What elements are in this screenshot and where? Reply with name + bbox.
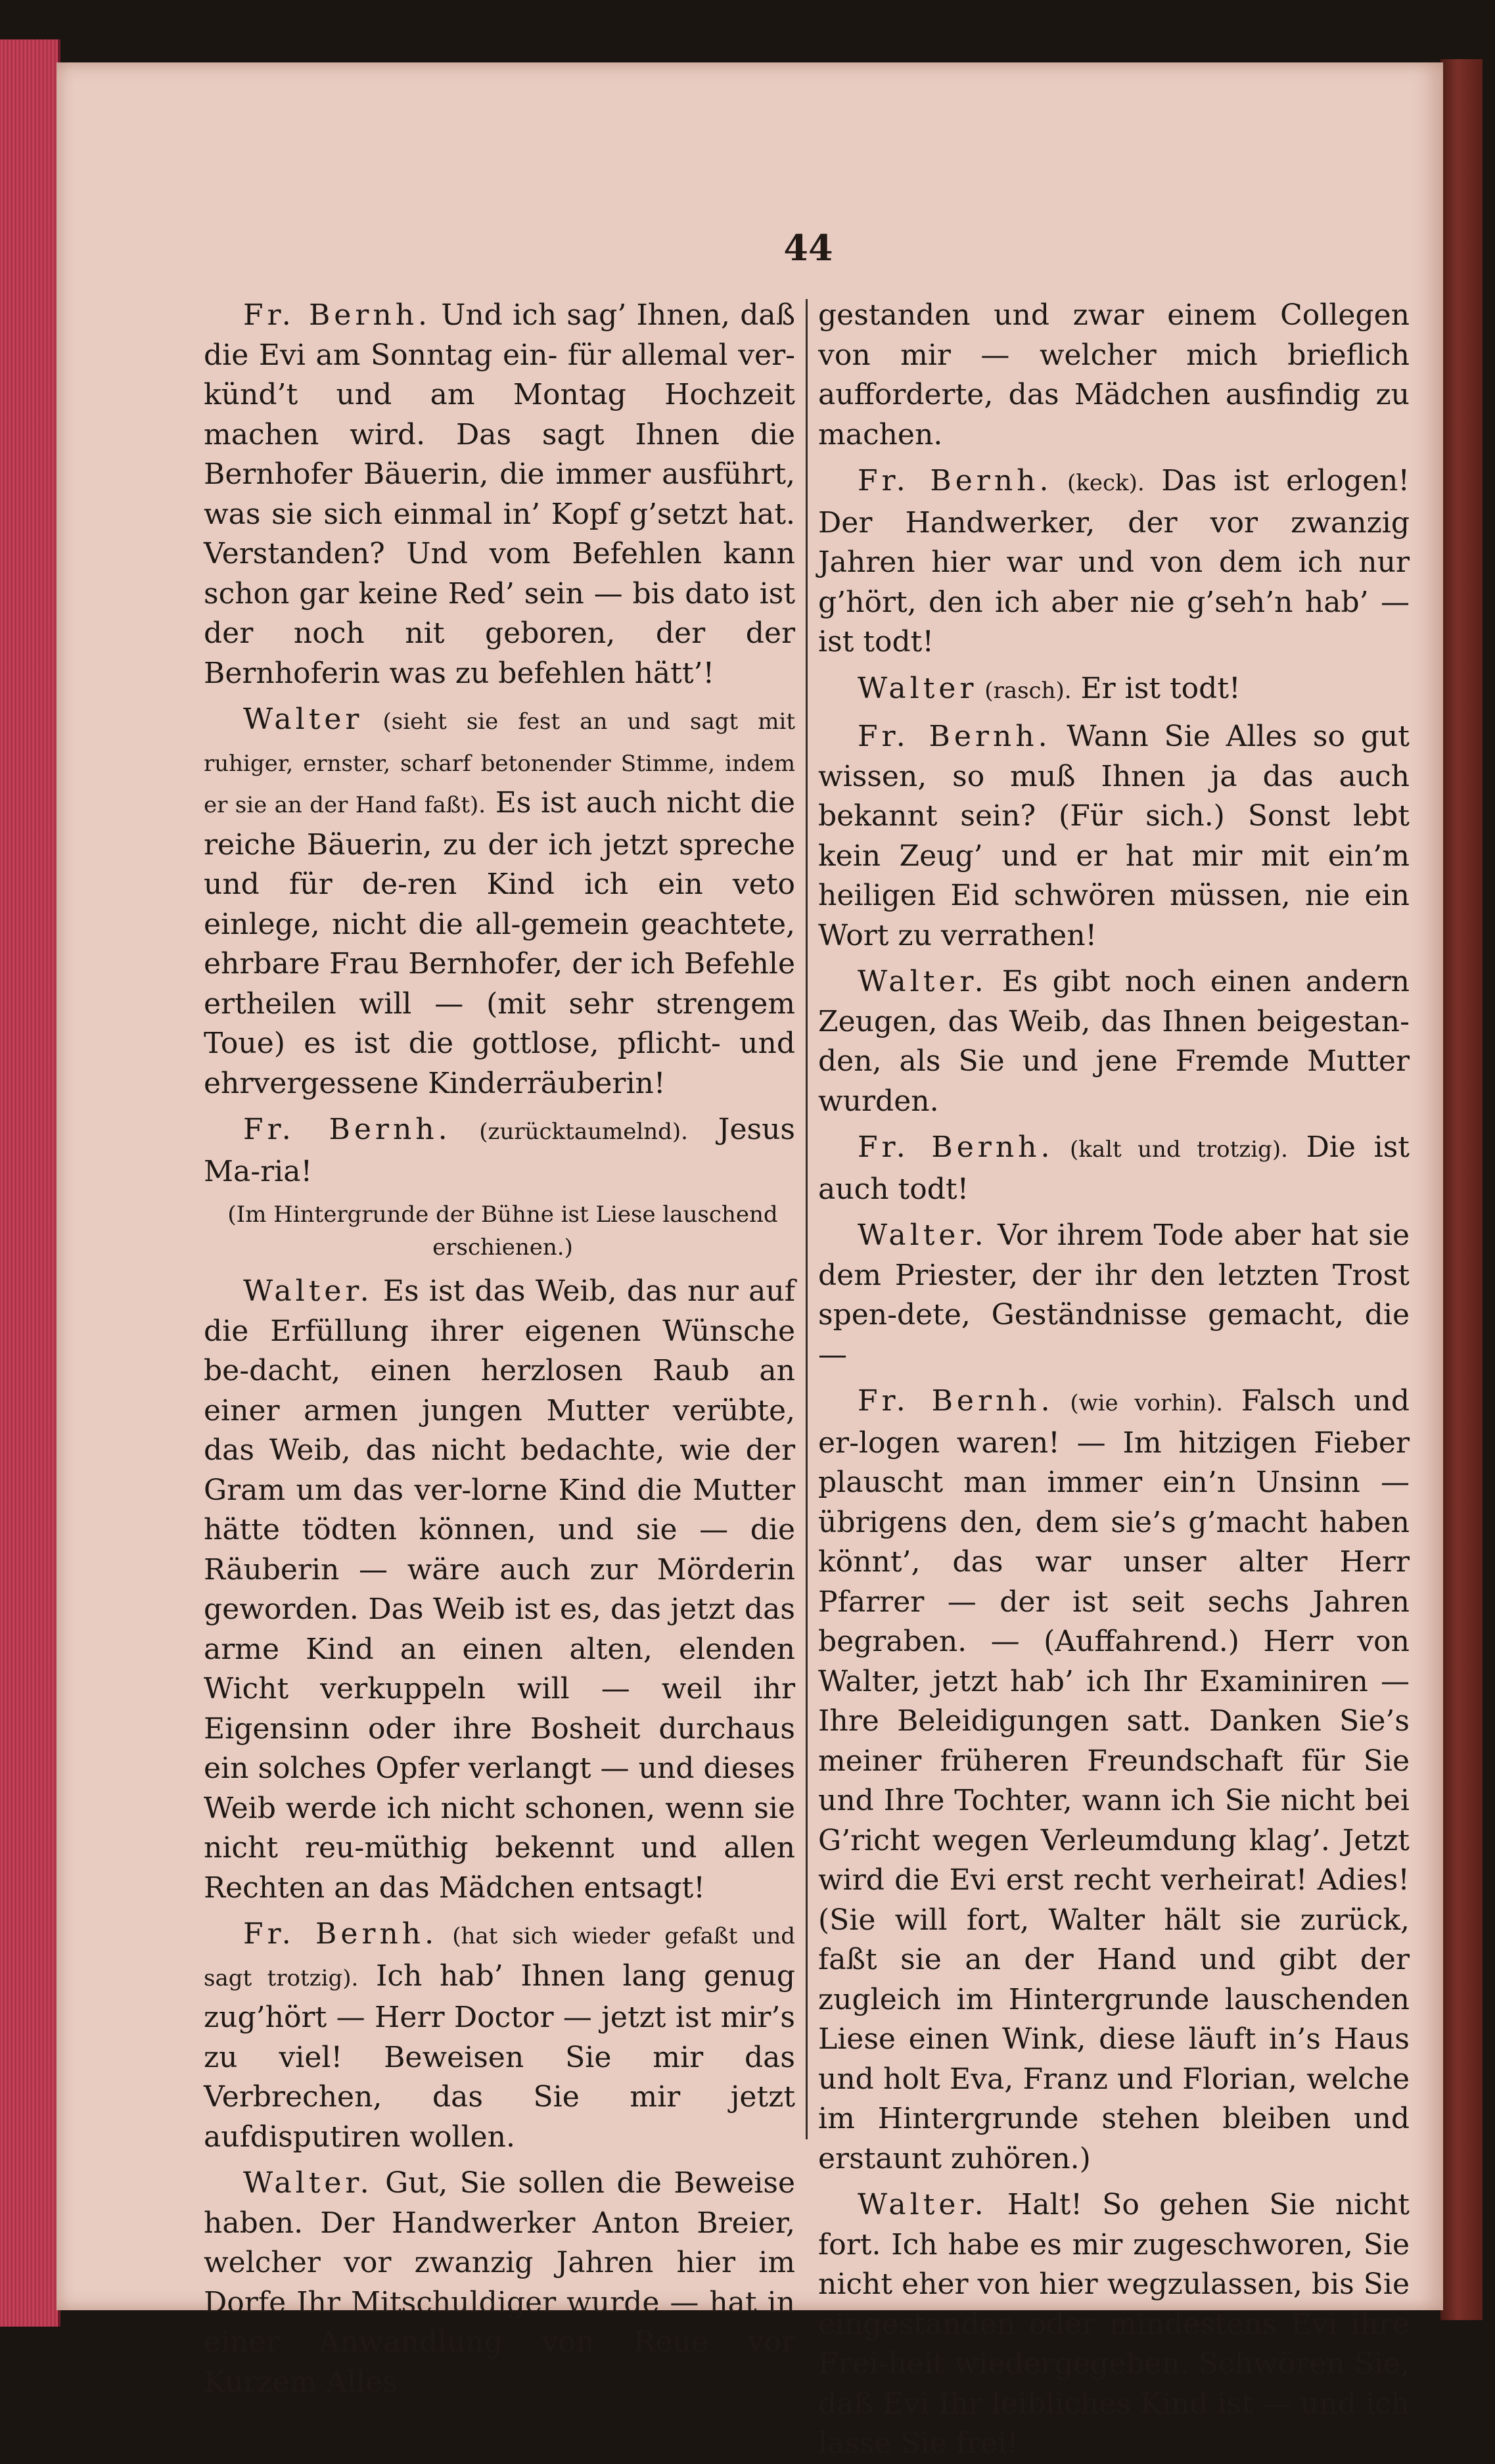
paragraph-text: Gut, Sie sollen die Beweise haben. Der Handwerker Anton Breier, welcher vor zwanzig Jahren hier im Dorfe Ihr Mitschuldiger wurde — hat in einer Anwandlung von Reue vor Kurzem Alles xyxy=(204,2166,795,2399)
paragraph-text: Ich hab’ Ihnen lang genug zug’hört — Herr Doctor — jetzt ist mir’s zu viel! Beweisen Sie mir das Verbrechen, das Sie mir jetzt aufdisputiren wollen. xyxy=(204,1959,795,2154)
speaker-name: Walter. xyxy=(858,1219,988,1252)
speaker-name: Fr. Bernh. xyxy=(858,1130,1054,1164)
paragraph-text: Wann Sie Alles so gut wissen, so muß Ihnen ja das auch bekannt sein? (Für sich.) Sonst lebt kein Zeug’ und er hat mir mit ein’m heiligen Eid schwören müssen, nie ein Wort zu verrathen! xyxy=(818,720,1410,952)
book-edge-left xyxy=(0,39,60,2327)
speaker-name: Fr. Bernh. xyxy=(858,464,1053,498)
speaker-name: Fr. Bernh. xyxy=(243,298,432,332)
speaker-name: Walter. xyxy=(858,965,988,998)
paragraph-text: Das ist erlogen! Der Handwerker, der vor zwanzig Jahren hier war und von dem ich nur g’hört, den ich aber nie g’seh’n hab’ — ist todt! xyxy=(818,464,1410,659)
speaker-name: Fr. Bernh. xyxy=(858,1384,1054,1418)
speaker-name: Fr. Bernh. xyxy=(243,1113,451,1146)
speaker-name: Walter. xyxy=(243,1274,373,1308)
speaker-name: Fr. Bernh. xyxy=(858,720,1051,753)
stage-direction: (keck). xyxy=(1052,470,1145,496)
page-number: 44 xyxy=(783,227,833,269)
stage-direction: (hat sich wieder gefaßt und sagt trotzig). xyxy=(204,1923,795,1991)
speaker-name: Fr. Bernh. xyxy=(243,1917,438,1951)
dialogue-paragraph xyxy=(818,2185,1410,2464)
paragraph-text: Halt! So gehen Sie nicht fort. Ich habe es mir zugeschworen, Sie nicht eher von hier wegzulassen, bis Sie eingestanden oder mindestens Evi ihre Frei-heit wiedergegeben. Schwören Sie, daß Evi Ihr leibliches Kind ist — und ich lasse Sie frei! xyxy=(818,2188,1410,2460)
dialogue-paragraph xyxy=(204,2164,795,2402)
speaker-name: Walter xyxy=(858,671,978,705)
dialogue-paragraph xyxy=(818,1216,1410,1375)
stage-direction: (sieht sie fest an und sagt mit ruhiger, ernster, scharf betonender Stimme, indem er sie an der Hand faßt). xyxy=(204,709,795,818)
speaker-name: Walter. xyxy=(858,2188,988,2221)
speaker-name: Walter. xyxy=(243,2166,373,2200)
right-column xyxy=(818,296,1410,2460)
dialogue-paragraph xyxy=(204,1915,795,2157)
dialogue-paragraph xyxy=(818,717,1410,956)
book-edge-right xyxy=(1440,59,1483,2320)
paragraph-text: Vor ihrem Tode aber hat sie dem Priester, der ihr den letzten Trost spen-dete, Geständnisse gemacht, die — xyxy=(818,1219,1410,1372)
left-column xyxy=(204,296,795,2399)
dialogue-paragraph xyxy=(204,700,795,1104)
paragraph-text: Es gibt noch einen andern Zeugen, das Weib, das Ihnen beigestan-den, als Sie und jene Fremde Mutter wurden. xyxy=(818,965,1410,1118)
dialogue-paragraph xyxy=(818,962,1410,1121)
dialogue-paragraph xyxy=(818,669,1410,711)
stage-direction: (rasch). xyxy=(977,677,1072,704)
dialogue-paragraph xyxy=(818,461,1410,662)
dialogue-paragraph xyxy=(204,1272,795,1908)
paragraph-text: gestanden und zwar einem Collegen von mir — welcher mich brieflich aufforderte, das Mädchen ausfindig zu machen. xyxy=(818,298,1410,452)
paragraph-text: Die ist auch todt! xyxy=(818,1130,1410,1206)
paragraph-text: Jesus Ma-ria! xyxy=(204,1113,795,1188)
speaker-name: Walter xyxy=(243,703,363,736)
stage-direction: (wie vorhin). xyxy=(1053,1390,1224,1416)
paragraph-text: Und ich sag’ Ihnen, daß die Evi am Sonntag ein- für allemal ver-künd’t und am Montag Hochzeit machen wird. Das sagt Ihnen die Bernhofer Bäuerin, die immer ausführt, was sie sich einmal in’ Kopf g’setzt hat. Verstanden? Und vom Befehlen kann schon gar keine Red’ sein — bis dato ist der noch nit geboren, der der Bernhoferin was zu befehlen hätt’! xyxy=(204,298,795,690)
dialogue-paragraph xyxy=(204,296,795,693)
column-divider xyxy=(806,299,808,2139)
dialogue-paragraph xyxy=(818,1128,1410,1209)
stage-direction: (Im Hintergrunde der Bühne ist Liese lauschend erschienen.) xyxy=(227,1201,778,1261)
dialogue-paragraph xyxy=(818,296,1410,455)
paragraph-text: Falsch und er-logen waren! — Im hitzigen Fieber plauscht man immer ein’n Unsinn — übrigens den, dem sie’s g’macht haben könnt’, das war unser alter Herr Pfarrer — der ist seit sechs Jahren begraben. — (Auffahrend.) Herr von Walter, jetzt hab’ ich Ihr Examiniren — Ihre Beleidigungen satt. Danken Sie’s meiner früheren Freundschaft für Sie und Ihre Tochter, wann ich Sie nicht bei G’richt wegen Verleumdung klag’. Jetzt wird die Evi erst recht verheirat! Adies! (Sie will fort, Walter hält sie zurück, faßt sie an der Hand und gibt der zugleich im Hintergrunde lauschenden Liese einen Wink, diese läuft in’s Haus und holt Eva, Franz und Florian, welche im Hintergrunde stehen bleiben und erstaunt zuhören.) xyxy=(818,1384,1410,2175)
stage-direction: (zurücktaumelnd). xyxy=(451,1119,688,1145)
dialogue-paragraph xyxy=(204,1110,795,1192)
paragraph-text: Er ist todt! xyxy=(1071,671,1241,705)
paragraph-text: Es ist das Weib, das nur auf die Erfüllung ihrer eigenen Wünsche be-dacht, einen herzlosen Raub an einer armen jungen Mutter verübte, das Weib, das nicht bedachte, wie der Gram um das ver-lorne Kind die Mutter hätte tödten können, und sie — die Räuberin — wäre auch zur Mörderin geworden. Das Weib ist es, das jetzt das arme Kind an einen alten, elenden Wicht verkuppeln will — weil ihr Eigensinn oder ihre Bosheit durchaus ein solches Opfer verlangt — und dieses Weib werde ich nicht schonen, wenn sie nicht reu-müthig bekennt und allen Rechten an das Mädchen entsagt! xyxy=(204,1274,795,1905)
stage-direction: (kalt und trotzig). xyxy=(1053,1136,1288,1163)
dialogue-paragraph xyxy=(818,1382,1410,2179)
paragraph-text: Es ist auch nicht die reiche Bäuerin, zu der ich jetzt spreche und für de-ren Kind ich ein veto einlege, nicht die all-gemein geachtete, ehrbare Frau Bernhofer, der ich Befehle ertheilen will — (mit sehr strengem Toue) es ist die gottlose, pflicht- und ehrvergessene Kinderräuberin! xyxy=(204,786,795,1100)
